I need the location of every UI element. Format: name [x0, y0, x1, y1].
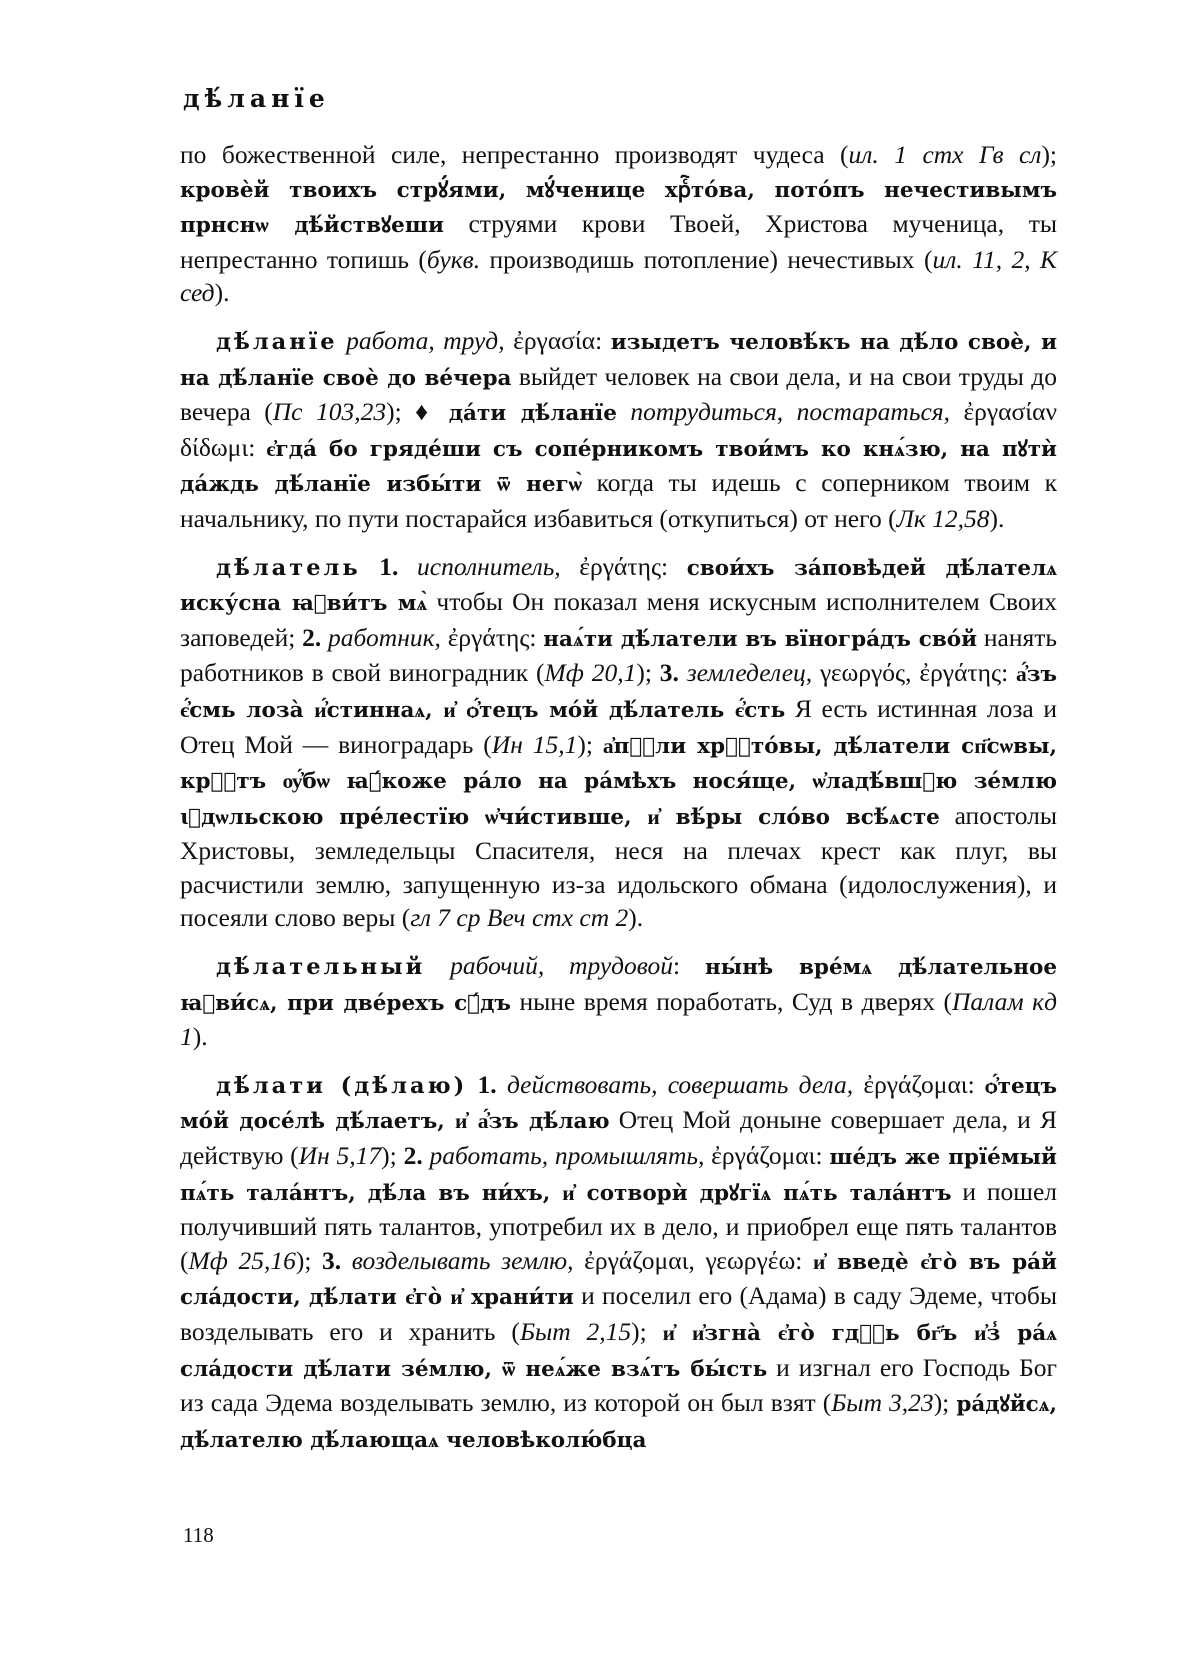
italic-gloss: Быт 2,15 [519, 1317, 632, 1346]
entry-text: ἐργάζομαι: [704, 1141, 830, 1171]
church-slavonic-text: да́ти дѣ́ланїе [448, 401, 617, 427]
dictionary-entry [180, 550, 1057, 936]
entry-text: ); [381, 1141, 404, 1171]
entry-text [497, 1070, 507, 1099]
headword: дѣ́лательный [216, 954, 426, 981]
italic-gloss: гл 7 ср Веч стх ст 2 [410, 903, 629, 933]
entry-text: ); [295, 1245, 323, 1275]
headword: дѣ́латель [216, 554, 361, 581]
entry-text: ἐργάζομαι: [853, 1069, 986, 1099]
sense-number: 2. [403, 1141, 423, 1171]
entry-text [361, 552, 380, 581]
italic-gloss: Лк 12,58 [896, 503, 990, 533]
entry-text: когда ты идешь с соперником твоим к начальнику, по пути постарайся избавиться (откупиться) от него ( [180, 468, 1057, 533]
church-slavonic-text: свои́хъ за́повѣдей дѣ́лателѧ иску́сна ꙗ҆ви́тъ мѧ̀ [180, 555, 1058, 617]
running-head: дѣ́ланїе [183, 84, 330, 113]
italic-gloss: Ин 5,17 [298, 1141, 382, 1171]
church-slavonic-text: ра́дꙋйсѧ, дѣ́лателю дѣ́лающаѧ человѣколю́бца [180, 1392, 1057, 1453]
entry-text [341, 1246, 352, 1275]
entry-text: ); [933, 1388, 957, 1418]
entry-text: Я есть истинная лоза и Отец Мой — виноградарь ( [180, 693, 1057, 759]
entry-text: ). [989, 503, 1005, 533]
church-slavonic-text: кровѐй твоихъ стрꙋ́ями, мꙋ́ченице хрⷭ҇то́ва, пото́пъ нечестивымъ прнснѡ дѣ́йствꙋеши [180, 177, 1057, 239]
entry-text: ἐργάζομαι, γεωργέω: [573, 1245, 813, 1275]
italic-gloss: земледелец, [686, 658, 813, 688]
dictionary-body [180, 138, 1057, 1471]
entry-text: струями крови Твоей, Христова мученица, ты непрестанно топишь ( [180, 209, 1057, 274]
entry-text: ). [192, 1022, 208, 1052]
entry-text: по божественной силе, непрестанно производят чудеса ( [180, 140, 849, 169]
church-slavonic-text: и҆ введѐ є҆го̀ въ ра́й сла́дости, дѣ́лати є҆го̀ и҆ храни́ти [180, 1249, 1057, 1311]
church-slavonic-text: є҆гда́ бо гряде́ши съ сопе́рникомъ твои́мъ ко кнѧ́зю, на пꙋтѝ да́ждь дѣ́ланїе избы́ти ѿ негѡ̀ [180, 436, 1057, 498]
entry-text: ἐργάτης: [440, 622, 544, 652]
church-slavonic-text: а҆пⷭ҇ли хрⷭ҇то́вы, дѣ́латели сп҃сѡвы, крⷭ҇тъ ѹ҆́бѡ ꙗ҆́коже ра́ло на ра́мѣхъ нося́ще, ѡ҆ладѣ́вшꙋю зе́млю ꙇ҆дѡльскою пре́лестїю ѡ҆чи́стивше, и҆ вѣ́ры сло́во всѣ́ѧсте [180, 733, 1057, 830]
entry-text: ἐργάτης: [560, 551, 687, 581]
italic-gloss: Пс 103,23 [272, 397, 387, 427]
entry-text: чтобы Он показал меня искусным исполнителем Своих заповедей; [180, 587, 1057, 652]
entry-text: ); [636, 658, 660, 688]
entry-text: производишь потопление) нечестивых ( [480, 244, 933, 274]
sense-number: 1. [477, 1069, 497, 1099]
italic-gloss: букв. [426, 244, 481, 274]
sense-number: 1. [379, 551, 399, 581]
page-number: 118 [183, 1523, 214, 1547]
entry-text: ἐργασία: [504, 325, 611, 355]
italic-gloss: потрудиться, постараться, [630, 397, 951, 427]
church-slavonic-text: а҆́зъ є҆́смь лоза̀ и҆́стиннаѧ, и҆ ѻ҆́тецъ мо́й дѣ́латель є҆́сть [180, 662, 1058, 723]
church-slavonic-text: ѻ҆́тецъ мо́й досе́лѣ дѣ́лаетъ, и҆ а҆́зъ дѣ́лаю [180, 1073, 1058, 1135]
italic-gloss: работник, [328, 622, 441, 652]
italic-gloss: Мф 20,1 [544, 658, 637, 688]
entry-text: выйдет человек на свои дела, и на свои труды до вечера ( [180, 361, 1058, 427]
italic-gloss: работать, промышлять, [429, 1141, 705, 1171]
entry-text: ). [214, 278, 230, 308]
entry-text: и поселил его (Адама) в саду Эдеме, чтобы возделывать его и хранить ( [180, 1281, 1058, 1346]
sense-number: 3. [659, 658, 679, 688]
italic-gloss: рабочий, трудовой [450, 951, 674, 981]
italic-gloss: действовать, совершать дела, [506, 1069, 854, 1099]
italic-gloss: работа, труд, [346, 325, 505, 355]
entry-text [679, 658, 687, 687]
dictionary-entry [180, 324, 1057, 536]
entry-text: ); ♦ [386, 397, 449, 427]
italic-gloss: Быт 3,23 [831, 1388, 934, 1418]
italic-gloss: ил. 11, 2, К сед [180, 244, 1057, 308]
church-slavonic-text: наѧ́ти дѣ́латели въ вїногра́дъ сво́й [543, 626, 978, 652]
sense-number: 3. [322, 1245, 342, 1275]
entry-text: : [673, 951, 705, 981]
church-slavonic-text: ны́нѣ вре́мѧ дѣ́лательное ꙗ҆ви́сѧ, при две́рехъ сꙋ́дъ [180, 955, 1058, 1016]
entry-text [398, 552, 417, 581]
headword: дѣ́ланїе [216, 328, 338, 355]
italic-gloss: исполнитель, [417, 551, 561, 581]
italic-gloss: Ин 15,1 [491, 729, 578, 759]
entry-text: ныне время поработать, Суд в дверях ( [510, 986, 952, 1016]
entry-text: и пошел получивший пять талантов, употребил их в дело, и приобрел еще пять талантов ( [180, 1176, 1057, 1275]
church-slavonic-text: изыдетъ человѣ́къ на дѣ́ло своѐ, и на дѣ́ланїе своѐ до ве́чера [180, 329, 1058, 391]
sense-number: 2. [302, 622, 322, 652]
entry-text: ); [631, 1317, 663, 1346]
entry-text: ). [628, 903, 644, 933]
headword: дѣ́лати (дѣ́лаю) [216, 1072, 468, 1099]
entry-text [425, 951, 450, 980]
entry-text: ); [1041, 140, 1058, 169]
entry-text [338, 326, 347, 355]
italic-gloss: Мф 25,16 [188, 1245, 296, 1275]
entry-text: ); [577, 729, 603, 759]
entry-text: γεωργός, ἐργάτης: [812, 658, 1017, 688]
entry-text: Отец Мой доныне совершает дела, и Я действую ( [180, 1105, 1057, 1171]
entry-text [423, 1141, 430, 1170]
entry-text: апостолы Христовы, земледельцы Спасителя, неся на плечах крест как плуг, вы расчистили землю, запущенную из-за идольского обмана (идолослужения), и посеяли слово веры ( [180, 800, 1057, 933]
entry-text: ἐργασίαν δίδωμι: [180, 397, 1058, 462]
dictionary-entry [180, 138, 1057, 310]
italic-gloss: ил. 1 стх Гв сл [848, 140, 1042, 169]
entry-text [467, 1070, 477, 1099]
entry-text: и изгнал его Господь Бог из сада Эдема возделывать землю, из которой он был взят ( [180, 1352, 1058, 1418]
church-slavonic-text: ше́дъ же прїе́мый пѧ́ть тала́нтъ, дѣ́ла въ ни́хъ, и҆ сотворѝ дрꙋгїѧ пѧ́ть тала́нтъ [180, 1145, 1057, 1206]
dictionary-entry [180, 949, 1057, 1054]
dictionary-entry [180, 1068, 1057, 1458]
church-slavonic-text: и҆ и҆згна̀ є҆го̀ гдⷭ҇ь бг҃ъ и҆з̾ ра́ѧ сла́дости дѣ́лати зе́млю, ѿ неѧ́же взѧ́тъ бы́сть [180, 1321, 1057, 1382]
entry-text [617, 397, 630, 426]
entry-text: нанять работников в свой виноградник ( [180, 622, 1057, 688]
italic-gloss: Палам кд 1 [180, 986, 1057, 1052]
italic-gloss: возделывать землю, [351, 1245, 574, 1275]
